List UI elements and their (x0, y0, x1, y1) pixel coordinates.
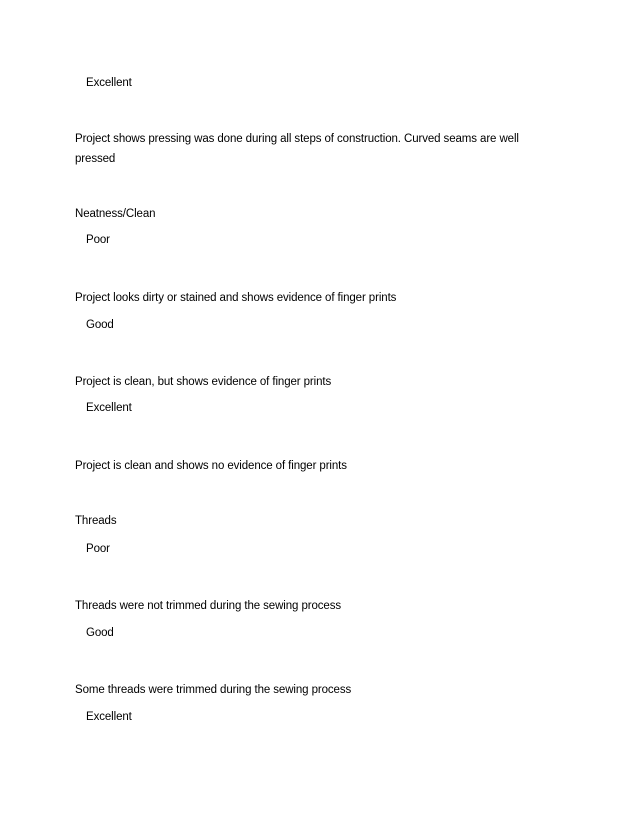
threads-poor-description: Threads were not trimmed during the sewing process (75, 600, 342, 612)
threads-heading: Threads (75, 515, 117, 527)
threads-good-description: Some threads were trimmed during the sewing process (75, 684, 352, 696)
threads-good-label: Good (86, 627, 114, 639)
neatness-heading: Neatness/Clean (75, 208, 156, 220)
neatness-good-description: Project is clean, but shows evidence of finger prints (75, 376, 332, 388)
neatness-poor-description: Project looks dirty or stained and shows evidence of finger prints (75, 292, 397, 304)
neatness-poor-label: Poor (86, 234, 110, 246)
threads-poor-label: Poor (86, 543, 110, 555)
neatness-excellent-label: Excellent (86, 402, 132, 414)
neatness-excellent-description: Project is clean and shows no evidence of finger prints (75, 460, 347, 472)
neatness-good-label: Good (86, 319, 114, 331)
rating-excellent-pressing: Excellent (86, 77, 132, 89)
pressing-excellent-description: Project shows pressing was done during all steps of construction. Curved seams are well pressed (75, 133, 519, 165)
threads-excellent-label: Excellent (86, 711, 132, 723)
